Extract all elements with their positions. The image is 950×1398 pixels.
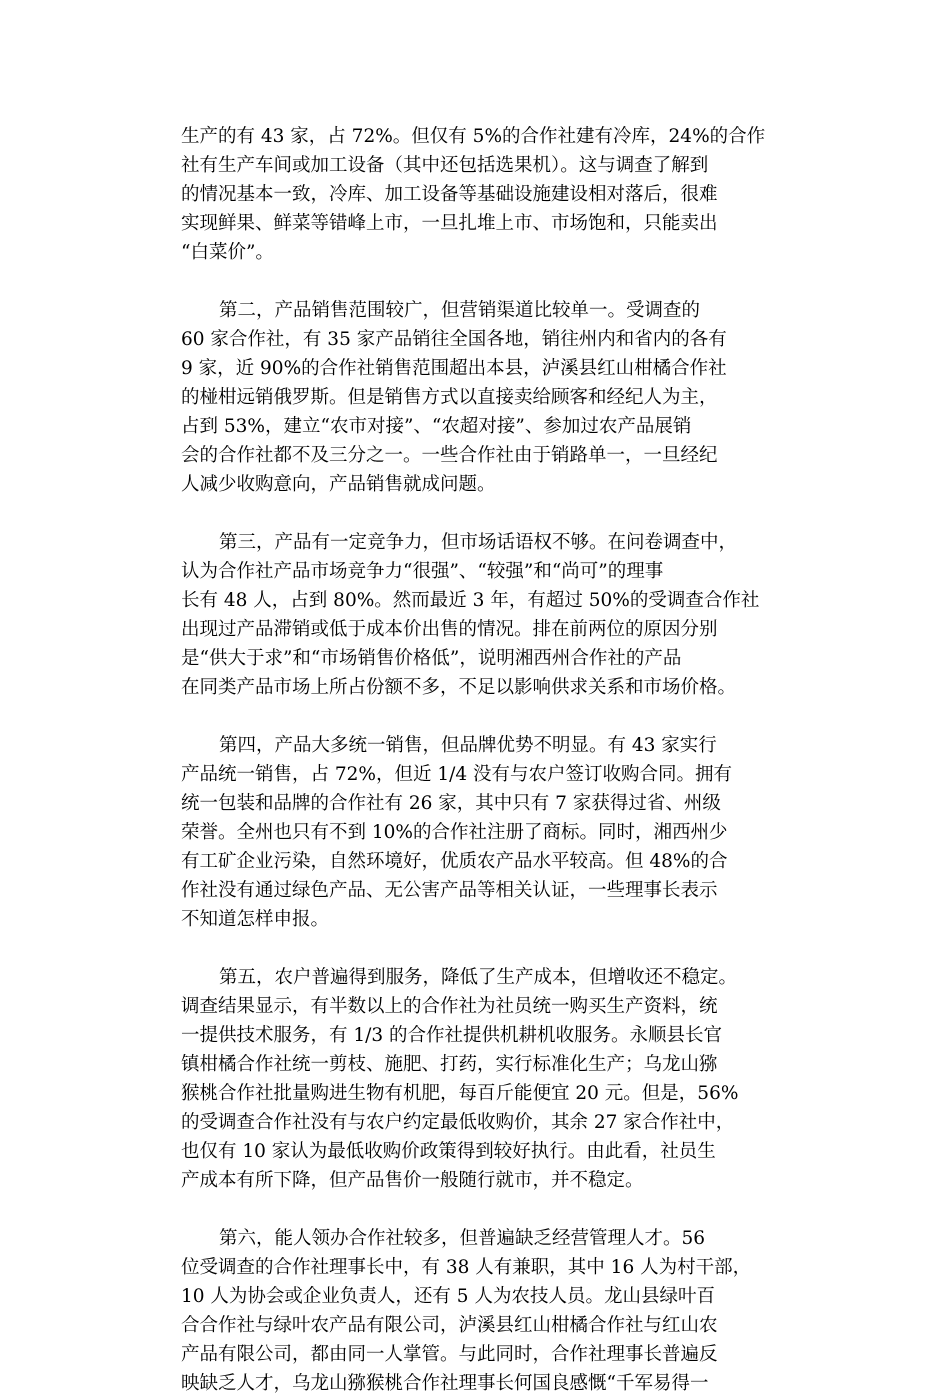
text-line: “白菜价”。: [181, 242, 274, 263]
paragraph-sixth-talent: [181, 1224, 777, 1398]
text-line: 的受调查合作社没有与农户约定最低收购价，其余 27 家合作社中，: [181, 1112, 735, 1133]
text-line: 映缺乏人才，乌龙山猕猴桃合作社理事长何国良感慨“千军易得一: [181, 1373, 709, 1394]
text-line: 60 家合作社，有 35 家产品销往全国各地，销往州内和省内的各有: [181, 329, 727, 350]
text-line: 人减少收购意向，产品销售就成问题。: [181, 474, 496, 495]
paragraph-fifth-services: [181, 963, 777, 1195]
text-line: 的情况基本一致，冷库、加工设备等基础设施建设相对落后，很难: [181, 184, 718, 205]
document-page: [181, 122, 777, 1398]
text-line: 不知道怎样申报。: [181, 909, 330, 930]
text-line: 合合作社与绿叶农产品有限公司，泸溪县红山柑橘合作社与红山农: [181, 1315, 718, 1336]
text-line: 社有生产车间或加工设备（其中还包括选果机）。这与调查了解到: [181, 155, 709, 176]
text-line: 猴桃合作社批量购进生物有机肥，每百斤能便宜 20 元。但是，56%: [181, 1083, 739, 1104]
text-line: 第三，产品有一定竞争力，但市场话语权不够。在问卷调查中，: [219, 532, 738, 553]
text-line: 一提供技术服务，有 1/3 的合作社提供机耕机收服务。永顺县长官: [181, 1025, 723, 1046]
text-line: 第六，能人领办合作社较多，但普遍缺乏经营管理人才。56: [219, 1228, 706, 1249]
text-line: 认为合作社产品市场竞争力“很强”、“较强”和“尚可”的理事: [181, 561, 664, 582]
text-line: 9 家，近 90%的合作社销售范围超出本县，泸溪县红山柑橘合作社: [181, 358, 727, 379]
text-line: 生产的有 43 家，占 72%。但仅有 5%的合作社建有冷库，24%的合作: [181, 126, 766, 147]
text-line: 实现鲜果、鲜菜等错峰上市，一旦扎堆上市、市场饱和，只能卖出: [181, 213, 718, 234]
text-line: 的椪柑远销俄罗斯。但是销售方式以直接卖给顾客和经纪人为主，: [181, 387, 718, 408]
text-line: 产品有限公司，都由同一人掌管。与此同时，合作社理事长普遍反: [181, 1344, 718, 1365]
text-line: 也仅有 10 家认为最低收购价政策得到较好执行。由此看，社员生: [181, 1141, 716, 1162]
paragraph-second-sales-range: [181, 296, 777, 499]
text-line: 荣誉。全州也只有不到 10%的合作社注册了商标。同时，湘西州少: [181, 822, 728, 843]
text-line: 长有 48 人，占到 80%。然而最近 3 年，有超过 50%的受调查合作社: [181, 590, 760, 611]
text-line: 有工矿企业污染，自然环境好，优质农产品水平较高。但 48%的合: [181, 851, 728, 872]
paragraph-third-competitiveness: [181, 528, 777, 702]
text-line: 第四，产品大多统一销售，但品牌优势不明显。有 43 家实行: [219, 735, 717, 756]
text-line: 统一包装和品牌的合作社有 26 家，其中只有 7 家获得过省、州级: [181, 793, 721, 814]
paragraph-cold-storage: [181, 122, 777, 267]
text-line: 第五，农户普遍得到服务，降低了生产成本，但增收还不稳定。: [219, 967, 738, 988]
text-line: 10 人为协会或企业负责人，还有 5 人为农技人员。龙山县绿叶百: [181, 1286, 715, 1307]
text-line: 调查结果显示，有半数以上的合作社为社员统一购买生产资料，统: [181, 996, 718, 1017]
text-line: 占到 53%，建立“农市对接”、“农超对接”、参加过农产品展销: [181, 416, 692, 437]
text-line: 位受调查的合作社理事长中，有 38 人有兼职，其中 16 人为村干部，: [181, 1257, 752, 1278]
text-line: 是“供大于求”和“市场销售价格低”，说明湘西州合作社的产品: [181, 648, 682, 669]
text-line: 产成本有所下降，但产品售价一般随行就市，并不稳定。: [181, 1170, 644, 1191]
text-line: 第二，产品销售范围较广，但营销渠道比较单一。受调查的: [219, 300, 701, 321]
text-line: 在同类产品市场上所占份额不多，不足以影响供求关系和市场价格。: [181, 677, 737, 698]
text-line: 作社没有通过绿色产品、无公害产品等相关认证，一些理事长表示: [181, 880, 718, 901]
text-line: 会的合作社都不及三分之一。一些合作社由于销路单一，一旦经纪: [181, 445, 718, 466]
text-line: 出现过产品滞销或低于成本价出售的情况。排在前两位的原因分别: [181, 619, 718, 640]
text-line: 产品统一销售，占 72%，但近 1/4 没有与农户签订收购合同。拥有: [181, 764, 733, 785]
paragraph-fourth-brand: [181, 731, 777, 934]
text-line: 镇柑橘合作社统一剪枝、施肥、打药，实行标准化生产；乌龙山猕: [181, 1054, 718, 1075]
